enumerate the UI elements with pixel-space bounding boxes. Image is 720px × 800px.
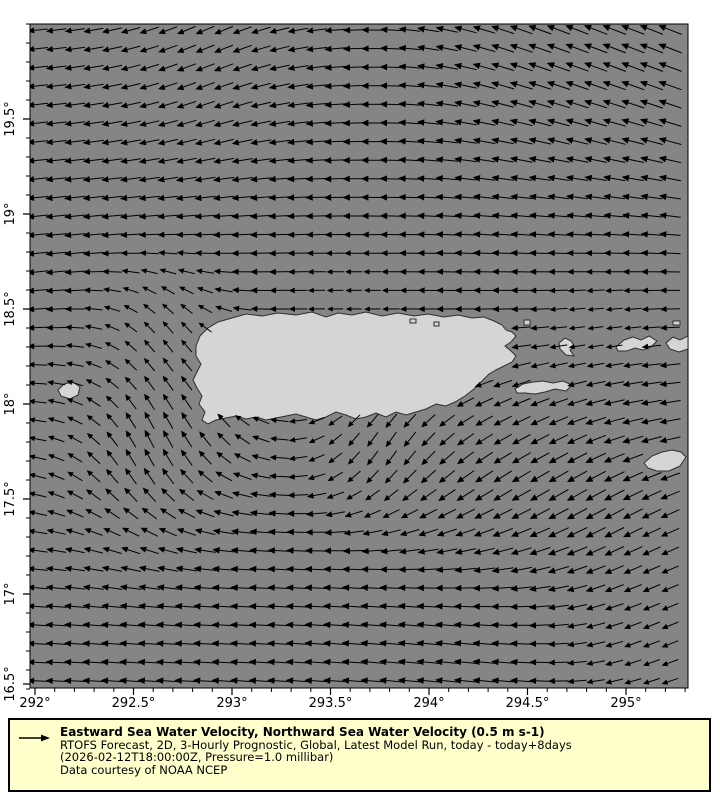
- x-axis-label: 293.5°: [308, 696, 353, 711]
- legend-run-info: (2026-02-12T18:00:00Z, Pressure=1.0 millibar): [60, 750, 334, 765]
- x-axis-label: 294.5°: [505, 696, 550, 711]
- y-axis-label: 17.5°: [3, 481, 18, 517]
- x-axis-label: 294°: [413, 696, 445, 711]
- y-axis-label: 18.5°: [3, 291, 18, 327]
- y-axis-label: 19.5°: [3, 101, 18, 137]
- small-island: [434, 322, 439, 326]
- small-island: [410, 319, 416, 323]
- y-axis-label: 17°: [3, 582, 18, 606]
- y-axis-label: 16.5°: [3, 666, 18, 702]
- x-axis-label: 292.5°: [111, 696, 156, 711]
- small-island: [524, 320, 530, 325]
- x-axis-label: 295°: [610, 696, 642, 711]
- legend-text-block: [60, 720, 572, 776]
- legend-credit: Data courtesy of NOAA NCEP: [60, 762, 228, 777]
- y-axis-label: 18°: [3, 392, 18, 416]
- legend-reference-arrow-icon: [17, 732, 51, 744]
- x-axis-label: 292°: [19, 696, 51, 711]
- legend-box: [8, 718, 711, 792]
- x-axis-label: 293°: [216, 696, 248, 711]
- legend-title: Eastward Sea Water Velocity, Northward Sea Water Velocity (0.5 m s-1): [60, 725, 545, 739]
- y-axis-label: 19°: [3, 202, 18, 226]
- small-island: [673, 321, 680, 325]
- legend-subtitle: RTOFS Forecast, 2D, 3-Hourly Prognostic, Global, Latest Model Run, today - today+8days: [60, 738, 572, 752]
